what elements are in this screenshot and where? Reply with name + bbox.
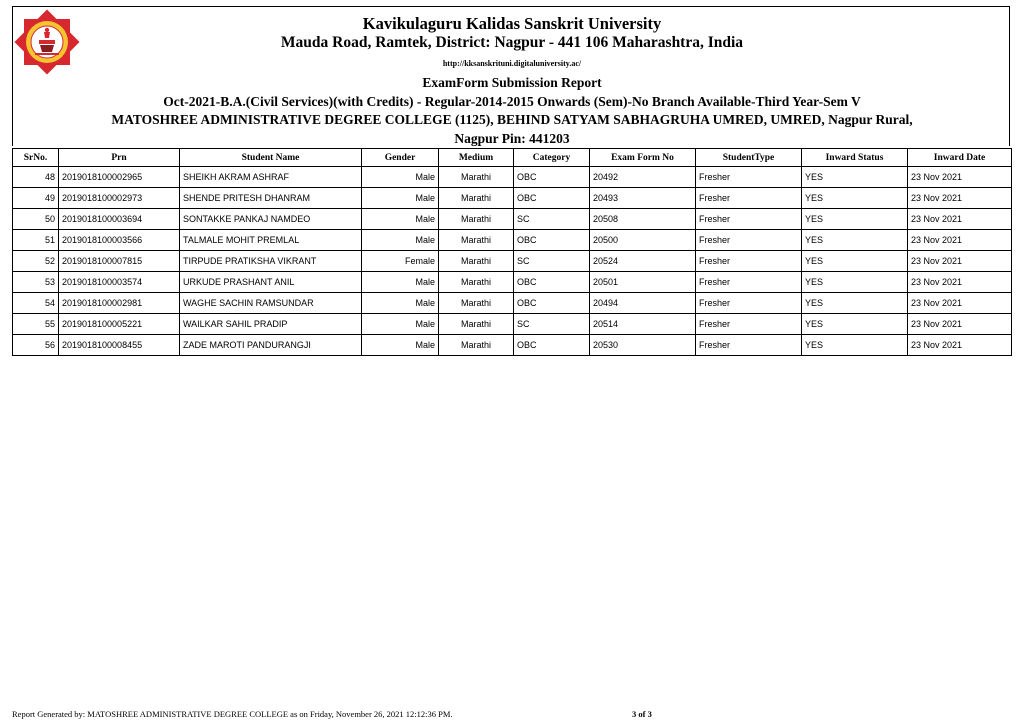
cell-category: OBC: [514, 335, 590, 356]
cell-student-type: Fresher: [696, 251, 802, 272]
cell-inward-date: 23 Nov 2021: [908, 188, 1012, 209]
column-header-inward-date: Inward Date: [908, 149, 1012, 167]
cell-srno: 54: [13, 293, 59, 314]
column-header-gender: Gender: [362, 149, 439, 167]
cell-student-name: WAILKAR SAHIL PRADIP: [180, 314, 362, 335]
cell-inward-status: YES: [802, 293, 908, 314]
cell-prn: 2019018100005221: [59, 314, 180, 335]
column-header-student-type: StudentType: [696, 149, 802, 167]
cell-student-type: Fresher: [696, 335, 802, 356]
university-url: http://kksanskrituni.digitaluniversity.ac/: [442, 59, 582, 68]
cell-srno: 48: [13, 167, 59, 188]
cell-student-type: Fresher: [696, 188, 802, 209]
cell-category: SC: [514, 209, 590, 230]
cell-prn: 2019018100002965: [59, 167, 180, 188]
cell-gender: Female: [362, 251, 439, 272]
cell-exam-form-no: 20494: [590, 293, 696, 314]
cell-medium: Marathi: [439, 188, 514, 209]
cell-student-name: ZADE MAROTI PANDURANGJI: [180, 335, 362, 356]
cell-student-type: Fresher: [696, 314, 802, 335]
college-pin: Nagpur Pin: 441203: [454, 131, 570, 146]
cell-student-name: SONTAKKE PANKAJ NAMDEO: [180, 209, 362, 230]
cell-gender: Male: [362, 293, 439, 314]
cell-srno: 52: [13, 251, 59, 272]
cell-prn: 2019018100002981: [59, 293, 180, 314]
cell-inward-date: 23 Nov 2021: [908, 335, 1012, 356]
cell-student-name: SHEIKH AKRAM ASHRAF: [180, 167, 362, 188]
cell-category: OBC: [514, 188, 590, 209]
cell-exam-form-no: 20500: [590, 230, 696, 251]
cell-student-type: Fresher: [696, 293, 802, 314]
table-row: [13, 230, 1012, 251]
cell-category: OBC: [514, 293, 590, 314]
college-address: MATOSHREE ADMINISTRATIVE DEGREE COLLEGE (1125), BEHIND SATYAM SABHAGRUHA UMRED, UMRED, Nagpur Rural,: [111, 112, 913, 127]
cell-medium: Marathi: [439, 251, 514, 272]
cell-exam-form-no: 20530: [590, 335, 696, 356]
cell-medium: Marathi: [439, 335, 514, 356]
cell-student-name: URKUDE PRASHANT ANIL: [180, 272, 362, 293]
cell-inward-date: 23 Nov 2021: [908, 272, 1012, 293]
cell-inward-status: YES: [802, 335, 908, 356]
cell-medium: Marathi: [439, 209, 514, 230]
cell-inward-status: YES: [802, 272, 908, 293]
column-header-category: Category: [514, 149, 590, 167]
cell-prn: 2019018100003566: [59, 230, 180, 251]
column-header-medium: Medium: [439, 149, 514, 167]
cell-inward-status: YES: [802, 188, 908, 209]
cell-student-name: TALMALE MOHIT PREMLAL: [180, 230, 362, 251]
cell-gender: Male: [362, 167, 439, 188]
cell-exam-form-no: 20492: [590, 167, 696, 188]
table-row: [13, 188, 1012, 209]
cell-category: SC: [514, 314, 590, 335]
cell-inward-status: YES: [802, 251, 908, 272]
cell-category: OBC: [514, 167, 590, 188]
cell-inward-status: YES: [802, 230, 908, 251]
cell-category: OBC: [514, 230, 590, 251]
cell-student-type: Fresher: [696, 209, 802, 230]
column-header-prn: Prn: [59, 149, 180, 167]
cell-medium: Marathi: [439, 314, 514, 335]
cell-exam-form-no: 20524: [590, 251, 696, 272]
cell-gender: Male: [362, 209, 439, 230]
cell-inward-date: 23 Nov 2021: [908, 230, 1012, 251]
table-header-row: [13, 149, 1012, 167]
cell-gender: Male: [362, 272, 439, 293]
column-header-inward-status: Inward Status: [802, 149, 908, 167]
cell-prn: 2019018100008455: [59, 335, 180, 356]
cell-medium: Marathi: [439, 272, 514, 293]
cell-exam-form-no: 20508: [590, 209, 696, 230]
table-row: [13, 251, 1012, 272]
course-title: Oct-2021-B.A.(Civil Services)(with Credits) - Regular-2014-2015 Onwards (Sem)-No Branch Available-Third Year-Sem V: [163, 94, 861, 109]
cell-inward-date: 23 Nov 2021: [908, 293, 1012, 314]
cell-inward-status: YES: [802, 209, 908, 230]
report-title: ExamForm Submission Report: [422, 75, 602, 90]
cell-gender: Male: [362, 314, 439, 335]
cell-student-type: Fresher: [696, 272, 802, 293]
cell-exam-form-no: 20514: [590, 314, 696, 335]
table-row: [13, 209, 1012, 230]
cell-prn: 2019018100002973: [59, 188, 180, 209]
cell-srno: 53: [13, 272, 59, 293]
cell-inward-date: 23 Nov 2021: [908, 314, 1012, 335]
cell-medium: Marathi: [439, 293, 514, 314]
cell-inward-status: YES: [802, 314, 908, 335]
cell-category: SC: [514, 251, 590, 272]
table-row: [13, 167, 1012, 188]
university-address: Mauda Road, Ramtek, District: Nagpur - 441 106 Maharashtra, India: [280, 34, 744, 51]
university-name: Kavikulaguru Kalidas Sanskrit University: [362, 14, 662, 33]
column-header-exam-form-no: Exam Form No: [590, 149, 696, 167]
cell-srno: 55: [13, 314, 59, 335]
cell-inward-date: 23 Nov 2021: [908, 167, 1012, 188]
cell-medium: Marathi: [439, 167, 514, 188]
column-header-student-name: Student Name: [180, 149, 362, 167]
report-generated-by: Report Generated by: MATOSHREE ADMINISTRATIVE DEGREE COLLEGE as on Friday, November 26, 2021 12:12:36 PM.: [12, 709, 453, 719]
cell-student-name: TIRPUDE PRATIKSHA VIKRANT: [180, 251, 362, 272]
cell-prn: 2019018100003694: [59, 209, 180, 230]
cell-medium: Marathi: [439, 230, 514, 251]
cell-srno: 56: [13, 335, 59, 356]
cell-inward-date: 23 Nov 2021: [908, 209, 1012, 230]
cell-srno: 50: [13, 209, 59, 230]
table-row: [13, 293, 1012, 314]
column-header-srno: SrNo.: [13, 149, 59, 167]
table-row: [13, 335, 1012, 356]
cell-prn: 2019018100003574: [59, 272, 180, 293]
cell-gender: Male: [362, 188, 439, 209]
page-indicator: 3 of 3: [632, 709, 652, 719]
cell-inward-status: YES: [802, 167, 908, 188]
cell-srno: 51: [13, 230, 59, 251]
cell-srno: 49: [13, 188, 59, 209]
table-row: [13, 314, 1012, 335]
cell-student-type: Fresher: [696, 230, 802, 251]
cell-student-name: SHENDE PRITESH DHANRAM: [180, 188, 362, 209]
cell-gender: Male: [362, 335, 439, 356]
cell-exam-form-no: 20493: [590, 188, 696, 209]
table-row: [13, 272, 1012, 293]
exam-form-table: [12, 148, 1012, 356]
cell-student-type: Fresher: [696, 167, 802, 188]
cell-exam-form-no: 20501: [590, 272, 696, 293]
cell-inward-date: 23 Nov 2021: [908, 251, 1012, 272]
cell-student-name: WAGHE SACHIN RAMSUNDAR: [180, 293, 362, 314]
cell-prn: 2019018100007815: [59, 251, 180, 272]
cell-gender: Male: [362, 230, 439, 251]
cell-category: OBC: [514, 272, 590, 293]
